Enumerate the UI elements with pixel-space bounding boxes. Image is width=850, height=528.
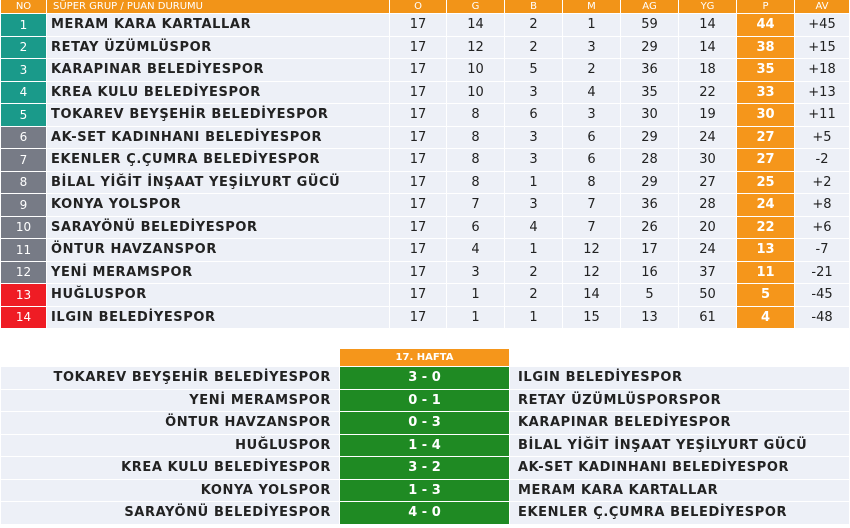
points-cell: 11	[737, 262, 794, 284]
played-cell: 17	[390, 82, 446, 104]
goals-for-cell: 30	[621, 104, 678, 126]
team-name: AK-SET KADINHANI BELEDİYESPOR	[47, 127, 389, 149]
position-badge: 12	[1, 262, 46, 284]
position-badge: 1	[1, 14, 46, 36]
table-row	[1, 104, 849, 126]
goals-for-cell: 28	[621, 149, 678, 171]
won-cell: 8	[447, 127, 504, 149]
goals-for-cell: 36	[621, 59, 678, 81]
points-cell: 44	[737, 14, 794, 36]
goals-against-cell: 24	[679, 239, 736, 261]
match-row	[1, 480, 849, 502]
played-cell: 17	[390, 307, 446, 329]
match-row	[1, 502, 849, 524]
won-cell: 12	[447, 37, 504, 59]
goals-against-cell: 37	[679, 262, 736, 284]
drawn-cell: 1	[505, 172, 562, 194]
played-cell: 17	[390, 14, 446, 36]
goals-against-cell: 50	[679, 284, 736, 306]
match-score: 0 - 1	[340, 390, 509, 412]
position-badge: 10	[1, 217, 46, 239]
goal-difference-cell: -45	[795, 284, 849, 306]
position-badge: 6	[1, 127, 46, 149]
match-row	[1, 367, 849, 389]
away-team: ILGIN BELEDİYESPOR	[510, 367, 849, 389]
goals-for-cell: 26	[621, 217, 678, 239]
home-team: HUĞLUSPOR	[1, 435, 339, 457]
goal-difference-cell: +11	[795, 104, 849, 126]
goals-against-cell: 61	[679, 307, 736, 329]
drawn-cell: 6	[505, 104, 562, 126]
match-score: 0 - 3	[340, 412, 509, 434]
lost-cell: 1	[563, 14, 620, 36]
lost-cell: 3	[563, 104, 620, 126]
played-cell: 17	[390, 104, 446, 126]
goals-for-cell: 29	[621, 127, 678, 149]
home-team: ÖNTUR HAVZANSPOR	[1, 412, 339, 434]
drawn-cell: 3	[505, 127, 562, 149]
drawn-cell: 2	[505, 14, 562, 36]
fixtures-table	[0, 348, 850, 525]
played-cell: 17	[390, 284, 446, 306]
points-cell: 4	[737, 307, 794, 329]
table-row	[1, 172, 849, 194]
goals-against-cell: 19	[679, 104, 736, 126]
won-cell: 1	[447, 284, 504, 306]
team-name: RETAY ÜZÜMLÜSPOR	[47, 37, 389, 59]
table-row	[1, 37, 849, 59]
lost-cell: 12	[563, 262, 620, 284]
team-name: KREA KULU BELEDİYESPOR	[47, 82, 389, 104]
goals-for-cell: 17	[621, 239, 678, 261]
team-name: ÖNTUR HAVZANSPOR	[47, 239, 389, 261]
drawn-cell: 2	[505, 284, 562, 306]
goal-difference-cell: +45	[795, 14, 849, 36]
team-name: MERAM KARA KARTALLAR	[47, 14, 389, 36]
away-team: KARAPINAR BELEDİYESPOR	[510, 412, 849, 434]
goal-difference-cell: +8	[795, 194, 849, 216]
away-team: AK-SET KADINHANI BELEDİYESPOR	[510, 457, 849, 479]
goal-difference-cell: -7	[795, 239, 849, 261]
points-cell: 13	[737, 239, 794, 261]
points-cell: 22	[737, 217, 794, 239]
match-score: 1 - 3	[340, 480, 509, 502]
table-row	[1, 284, 849, 306]
team-name: BİLAL YİĞİT İNŞAAT YEŞİLYURT GÜCÜ	[47, 172, 389, 194]
goals-for-cell: 16	[621, 262, 678, 284]
header-goal-difference: AV	[795, 0, 849, 13]
team-name: TOKAREV BEYŞEHİR BELEDİYESPOR	[47, 104, 389, 126]
points-cell: 27	[737, 127, 794, 149]
away-team: EKENLER Ç.ÇUMRA BELEDİYESPOR	[510, 502, 849, 524]
header-drawn: B	[505, 0, 562, 13]
goal-difference-cell: +6	[795, 217, 849, 239]
table-row	[1, 307, 849, 329]
week-header-spacer-right	[510, 349, 849, 366]
drawn-cell: 3	[505, 82, 562, 104]
goal-difference-cell: +5	[795, 127, 849, 149]
drawn-cell: 2	[505, 262, 562, 284]
played-cell: 17	[390, 59, 446, 81]
header-no: NO	[1, 0, 46, 13]
played-cell: 17	[390, 37, 446, 59]
match-score: 1 - 4	[340, 435, 509, 457]
played-cell: 17	[390, 217, 446, 239]
match-score: 4 - 0	[340, 502, 509, 524]
goals-against-cell: 14	[679, 14, 736, 36]
header-goals-against: YG	[679, 0, 736, 13]
goals-against-cell: 28	[679, 194, 736, 216]
goals-against-cell: 14	[679, 37, 736, 59]
won-cell: 7	[447, 194, 504, 216]
won-cell: 8	[447, 149, 504, 171]
goal-difference-cell: -2	[795, 149, 849, 171]
week-title: 17. HAFTA	[340, 349, 509, 366]
match-row	[1, 412, 849, 434]
team-name: KARAPINAR BELEDİYESPOR	[47, 59, 389, 81]
header-goals-for: AG	[621, 0, 678, 13]
position-badge: 4	[1, 82, 46, 104]
table-row	[1, 127, 849, 149]
table-row	[1, 14, 849, 36]
won-cell: 3	[447, 262, 504, 284]
goals-against-cell: 24	[679, 127, 736, 149]
position-badge: 9	[1, 194, 46, 216]
home-team: KREA KULU BELEDİYESPOR	[1, 457, 339, 479]
header-group-title: SÜPER GRUP / PUAN DURUMU	[47, 0, 389, 13]
standings-header-row	[1, 0, 849, 13]
lost-cell: 6	[563, 127, 620, 149]
goal-difference-cell: +15	[795, 37, 849, 59]
played-cell: 17	[390, 262, 446, 284]
played-cell: 17	[390, 149, 446, 171]
goals-for-cell: 5	[621, 284, 678, 306]
team-name: ILGIN BELEDİYESPOR	[47, 307, 389, 329]
position-badge: 13	[1, 284, 46, 306]
away-team: BİLAL YİĞİT İNŞAAT YEŞİLYURT GÜCÜ	[510, 435, 849, 457]
team-name: YENİ MERAMSPOR	[47, 262, 389, 284]
won-cell: 6	[447, 217, 504, 239]
position-badge: 3	[1, 59, 46, 81]
goal-difference-cell: +13	[795, 82, 849, 104]
table-row	[1, 239, 849, 261]
team-name: EKENLER Ç.ÇUMRA BELEDİYESPOR	[47, 149, 389, 171]
lost-cell: 6	[563, 149, 620, 171]
points-cell: 38	[737, 37, 794, 59]
home-team: YENİ MERAMSPOR	[1, 390, 339, 412]
goal-difference-cell: +18	[795, 59, 849, 81]
won-cell: 1	[447, 307, 504, 329]
goals-against-cell: 30	[679, 149, 736, 171]
match-score: 3 - 2	[340, 457, 509, 479]
team-name: KONYA YOLSPOR	[47, 194, 389, 216]
position-badge: 14	[1, 307, 46, 329]
drawn-cell: 1	[505, 239, 562, 261]
points-cell: 24	[737, 194, 794, 216]
table-row	[1, 217, 849, 239]
header-played: O	[390, 0, 446, 13]
goals-for-cell: 36	[621, 194, 678, 216]
goals-against-cell: 20	[679, 217, 736, 239]
home-team: TOKAREV BEYŞEHİR BELEDİYESPOR	[1, 367, 339, 389]
goal-difference-cell: +2	[795, 172, 849, 194]
match-row	[1, 457, 849, 479]
played-cell: 17	[390, 239, 446, 261]
position-badge: 11	[1, 239, 46, 261]
lost-cell: 12	[563, 239, 620, 261]
match-score: 3 - 0	[340, 367, 509, 389]
position-badge: 2	[1, 37, 46, 59]
team-name: SARAYÖNÜ BELEDİYESPOR	[47, 217, 389, 239]
goal-difference-cell: -21	[795, 262, 849, 284]
won-cell: 8	[447, 172, 504, 194]
header-won: G	[447, 0, 504, 13]
table-row	[1, 82, 849, 104]
drawn-cell: 5	[505, 59, 562, 81]
week-header-spacer-left	[1, 349, 339, 366]
goals-for-cell: 29	[621, 172, 678, 194]
position-badge: 8	[1, 172, 46, 194]
won-cell: 10	[447, 59, 504, 81]
lost-cell: 8	[563, 172, 620, 194]
drawn-cell: 3	[505, 149, 562, 171]
goal-difference-cell: -48	[795, 307, 849, 329]
won-cell: 14	[447, 14, 504, 36]
drawn-cell: 2	[505, 37, 562, 59]
points-cell: 27	[737, 149, 794, 171]
goals-against-cell: 18	[679, 59, 736, 81]
lost-cell: 7	[563, 194, 620, 216]
match-row	[1, 390, 849, 412]
lost-cell: 7	[563, 217, 620, 239]
lost-cell: 3	[563, 37, 620, 59]
header-points: P	[737, 0, 794, 13]
team-name: HUĞLUSPOR	[47, 284, 389, 306]
won-cell: 8	[447, 104, 504, 126]
drawn-cell: 3	[505, 194, 562, 216]
won-cell: 10	[447, 82, 504, 104]
points-cell: 30	[737, 104, 794, 126]
lost-cell: 4	[563, 82, 620, 104]
goals-for-cell: 13	[621, 307, 678, 329]
lost-cell: 15	[563, 307, 620, 329]
table-row	[1, 194, 849, 216]
goals-for-cell: 35	[621, 82, 678, 104]
won-cell: 4	[447, 239, 504, 261]
header-lost: M	[563, 0, 620, 13]
goals-against-cell: 27	[679, 172, 736, 194]
points-cell: 25	[737, 172, 794, 194]
drawn-cell: 4	[505, 217, 562, 239]
goals-for-cell: 59	[621, 14, 678, 36]
match-row	[1, 435, 849, 457]
points-cell: 33	[737, 82, 794, 104]
played-cell: 17	[390, 194, 446, 216]
lost-cell: 2	[563, 59, 620, 81]
goals-for-cell: 29	[621, 37, 678, 59]
lost-cell: 14	[563, 284, 620, 306]
away-team: MERAM KARA KARTALLAR	[510, 480, 849, 502]
goals-against-cell: 22	[679, 82, 736, 104]
played-cell: 17	[390, 127, 446, 149]
home-team: SARAYÖNÜ BELEDİYESPOR	[1, 502, 339, 524]
table-row	[1, 149, 849, 171]
home-team: KONYA YOLSPOR	[1, 480, 339, 502]
week-header-row	[1, 349, 849, 366]
position-badge: 5	[1, 104, 46, 126]
played-cell: 17	[390, 172, 446, 194]
table-row	[1, 59, 849, 81]
position-badge: 7	[1, 149, 46, 171]
away-team: RETAY ÜZÜMLÜSPORSPOR	[510, 390, 849, 412]
points-cell: 5	[737, 284, 794, 306]
drawn-cell: 1	[505, 307, 562, 329]
points-cell: 35	[737, 59, 794, 81]
table-row	[1, 262, 849, 284]
